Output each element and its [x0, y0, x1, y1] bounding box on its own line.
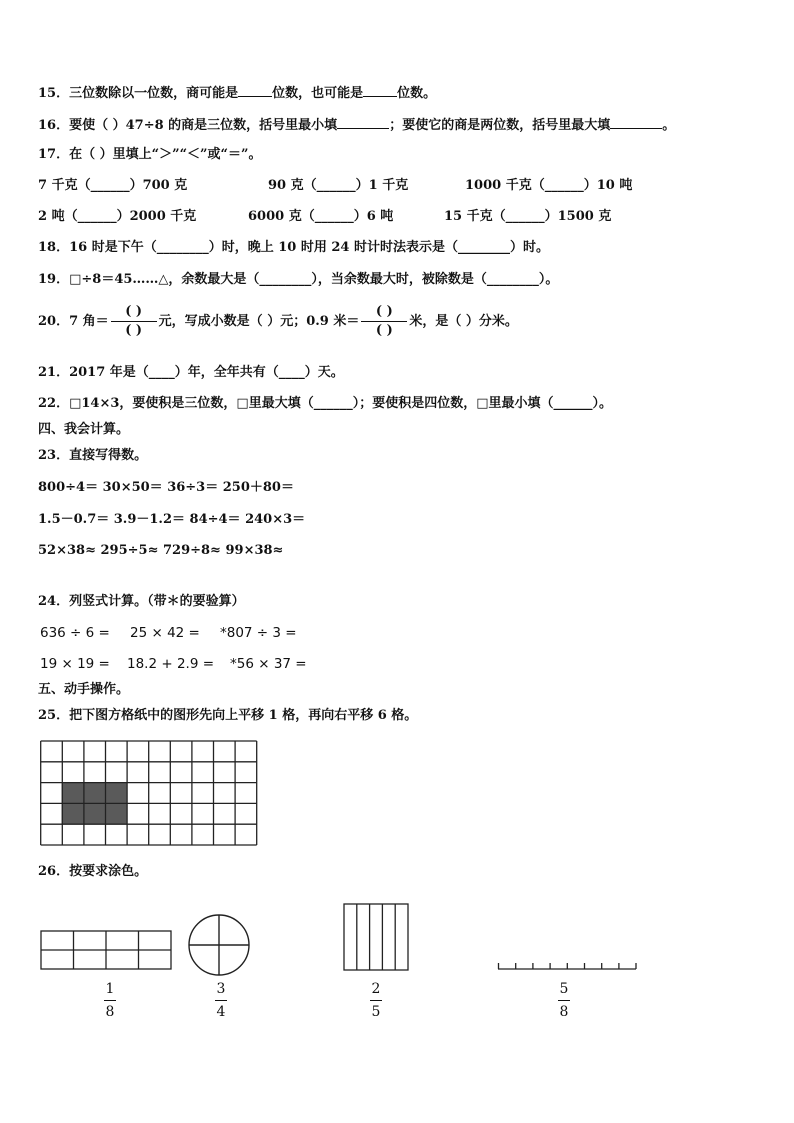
question-number: 15． [38, 86, 70, 101]
compare-item[interactable]: 7 千克（______）700 克 [38, 178, 188, 193]
circle-quarters[interactable] [187, 913, 251, 977]
question-number: 20． [38, 314, 70, 329]
section-heading: 四、我会计算。 [38, 422, 130, 437]
vertical-calc: 19 × 19 = [40, 656, 110, 672]
question-number: 21． [38, 365, 70, 380]
section-heading: 五、动手操作。 [38, 682, 130, 697]
question-16: 16．要使（ ）47÷8 的商是三位数，括号里最小填 ；要使它的商是两位数，括号里最大填 。 [38, 118, 676, 133]
vertical-calc: 25 × 42 = [130, 625, 200, 641]
vertical-calc: *807 ÷ 3 = [220, 625, 297, 641]
compare-item[interactable]: 1000 千克（______）10 吨 [465, 178, 633, 193]
question-17: 17．在（ ）里填上“＞”“＜”或“＝”。 [38, 147, 262, 162]
line-segment-eighths[interactable] [497, 960, 639, 972]
fraction-label: 2 5 [371, 981, 381, 1020]
question-23: 23．直接写得数。 [38, 448, 148, 463]
calc-row: 800÷4＝ 30×50＝ 36÷3＝ 250＋80＝ [38, 480, 294, 495]
question-22: 22．□14×3，要使积是三位数，□里最大填（______）；要使积是四位数，□里最小填（______）。 [38, 396, 612, 411]
answer-blank[interactable] [363, 84, 397, 97]
fraction-label: 5 8 [559, 981, 569, 1020]
question-number: 26． [38, 864, 70, 879]
question-number: 16． [38, 118, 70, 133]
vertical-calc: *56 × 37 = [230, 656, 307, 672]
compare-item[interactable]: 15 千克（______）1500 克 [444, 209, 612, 224]
question-25: 25．把下图方格纸中的图形先向上平移 1 格，再向右平移 6 格。 [38, 708, 418, 723]
question-19: 19．□÷8＝45……△，余数最大是（________），当余数最大时，被除数是（________）。 [38, 272, 559, 287]
question-18: 18．16 时是下午（________）时，晚上 10 时用 24 时计时法表示是（________）时。 [38, 240, 549, 255]
fraction-label: 1 8 [105, 981, 115, 1020]
question-number: 24． [38, 594, 70, 609]
question-number: 19． [38, 272, 70, 287]
compare-item[interactable]: 6000 克（______）6 吨 [248, 209, 394, 224]
rectangle-eighths[interactable] [40, 930, 172, 970]
question-26: 26．按要求涂色。 [38, 864, 148, 879]
vertical-calc: 18.2 + 2.9 = [127, 656, 215, 672]
answer-blank[interactable] [238, 84, 272, 97]
answer-blank[interactable] [337, 116, 389, 129]
rectangle-fifths[interactable] [343, 903, 409, 971]
compare-item[interactable]: 90 克（______）1 千克 [268, 178, 409, 193]
question-24: 24．列竖式计算。（带＊的要验算） [38, 594, 245, 609]
question-number: 18． [38, 240, 70, 255]
question-number: 23． [38, 448, 70, 463]
fraction-blank[interactable]: $\frac{( )}{( )}$ [361, 304, 407, 339]
vertical-calc: 636 ÷ 6 = [40, 625, 110, 641]
fraction-label: 3 4 [216, 981, 226, 1020]
question-number: 17． [38, 147, 70, 162]
calc-row: 1.5－0.7＝ 3.9－1.2＝ 84÷4＝ 240×3＝ [38, 512, 306, 527]
question-21: 21．2017 年是（____）年，全年共有（____）天。 [38, 365, 344, 380]
question-20: 20．7 角＝ $\frac{( )}{( )}$ 元，写成小数是（ ）元；0.9 米＝ $\frac{( )}{( )}$ 米，是（ ）分米。 [38, 304, 518, 338]
answer-blank[interactable] [610, 116, 662, 129]
grid-paper[interactable] [40, 740, 258, 846]
compare-item[interactable]: 2 吨（______）2000 千克 [38, 209, 197, 224]
calc-row: 52×38≈ 295÷5≈ 729÷8≈ 99×38≈ [38, 543, 284, 558]
fraction-blank[interactable]: $\frac{( )}{( )}$ [111, 304, 157, 339]
question-15: 15．三位数除以一位数，商可能是 位数，也可能是 位数。 [38, 86, 437, 101]
question-number: 22． [38, 396, 70, 411]
question-number: 25． [38, 708, 70, 723]
